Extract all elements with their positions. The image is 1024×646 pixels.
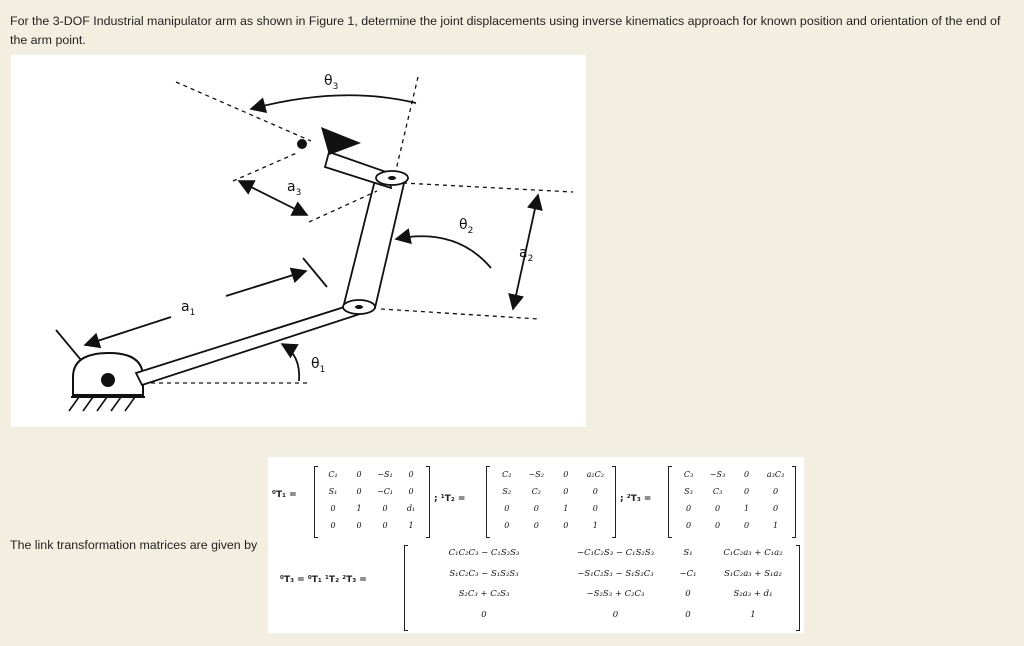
matrix-cell: 0 — [772, 504, 779, 513]
theta2-label: $\theta_2$ — [459, 217, 474, 236]
matrix-cell: S₁ — [683, 548, 693, 558]
matrix-cell: 0 — [330, 521, 336, 530]
matrix-cell: S₂ — [502, 487, 512, 496]
matrix-cell: C₁C₂a₃ + C₁a₂ — [723, 548, 783, 558]
matrix-cell: 0 — [356, 487, 362, 496]
matrix-cell: S₁C₂C₃ − S₁S₂S₃ — [449, 568, 519, 579]
matrix-cell: 1 — [743, 504, 750, 513]
matrix-cell: 1 — [592, 521, 598, 530]
matrix-cell: −S₁ — [377, 470, 393, 479]
matrix-cell: 1 — [563, 504, 569, 513]
matrix-cell: 0 — [772, 487, 779, 496]
t01-label: ⁰T₁ = — [272, 490, 297, 500]
end-effector — [297, 139, 307, 149]
matrix-cell: S₁C₂a₃ + S₁a₂ — [724, 568, 782, 579]
matrix-cell: 0 — [563, 487, 569, 496]
matrix-cell: 1 — [772, 521, 779, 530]
matrix-cell: 1 — [356, 504, 362, 513]
matrix-cell: 0 — [685, 589, 691, 599]
a2-label: $a_2$ — [519, 245, 534, 264]
matrix-cell: 0 — [714, 504, 721, 513]
matrix-cell: 0 — [743, 487, 750, 496]
theta1-label: $\theta_1$ — [311, 356, 326, 375]
ground-hatch — [69, 397, 145, 411]
link-1 — [136, 303, 363, 385]
matrix-cell: a₂C₂ — [586, 470, 604, 479]
matrix-cell: a₃C₃ — [766, 470, 785, 479]
matrix-cell: 0 — [743, 521, 750, 530]
matrix-cell: d₁ — [406, 504, 416, 513]
matrix-cell: 0 — [592, 504, 598, 513]
theta1-arc — [282, 344, 299, 381]
matrix-cell: 0 — [408, 470, 414, 479]
matrix-cell: 0 — [481, 609, 487, 620]
matrix-cell: C₁C₂C₃ − C₁S₂S₃ — [448, 548, 520, 558]
theta2-arc — [396, 236, 491, 268]
matrix-cell: C₁ — [328, 470, 338, 479]
matrix-cell: 0 — [685, 521, 692, 530]
matrix-cell: 0 — [563, 470, 569, 479]
matrix-t03 — [404, 546, 800, 630]
theta3-label: $\theta_3$ — [324, 73, 339, 92]
matrix-cell: −S₃ — [709, 470, 726, 479]
matrix-cell: 0 — [330, 504, 336, 513]
matrix-cell: 0 — [504, 521, 510, 530]
matrix-cell: C₂ — [502, 470, 512, 479]
matrix-cell: 0 — [592, 487, 598, 496]
theta3-arc — [251, 95, 416, 109]
a1-label: $a_1$ — [181, 299, 196, 318]
matrix-cell: 0 — [563, 521, 569, 530]
matrix-cell: S₂a₃ + d₁ — [733, 589, 773, 599]
matrix-cell: −S₂S₃ + C₂C₃ — [586, 589, 645, 599]
matrix-cell: C₃ — [683, 470, 694, 479]
a1-dimension-right — [226, 271, 306, 296]
t23-label: ; ²T₃ = — [620, 494, 652, 504]
base-pivot — [101, 373, 115, 387]
matrix-cell: 0 — [382, 521, 388, 530]
t12-label: ; ¹T₂ = — [434, 494, 466, 504]
matrix-cell: 0 — [714, 521, 721, 530]
matrix-cell: 0 — [382, 504, 388, 513]
matrix-t12 — [486, 467, 616, 537]
matrix-cell: 0 — [743, 470, 750, 479]
matrix-cell: C₃ — [712, 487, 723, 496]
matrix-cell: 0 — [356, 521, 362, 530]
gripper-arrow — [321, 127, 361, 155]
matrix-cell: 0 — [612, 609, 619, 620]
matrix-cell: C₂ — [531, 487, 541, 496]
matrix-cell: 0 — [685, 504, 692, 513]
a1-dimension-left — [85, 317, 171, 345]
matrix-cell: 0 — [533, 521, 539, 530]
matrix-cell: S₂C₃ + C₂S₃ — [458, 589, 510, 599]
matrix-cell: −C₁ — [376, 487, 394, 496]
matrix-t01 — [314, 467, 430, 537]
matrix-cell: S₃ — [684, 487, 693, 496]
matrix-cell: 1 — [750, 609, 756, 620]
matrix-cell: −C₁ — [679, 568, 697, 579]
matrix-cell: S₁ — [328, 487, 338, 496]
transformation-matrices — [268, 457, 804, 633]
matrix-cell: 0 — [685, 609, 691, 620]
matrix-t23 — [668, 467, 796, 537]
question-text: For the 3-DOF Industrial manipulator arm as shown in Figure 1, determine the joint displacements using inverse kinematics approach for known position and orientation of the end of the arm point. — [10, 14, 1001, 47]
link-2 — [344, 176, 405, 308]
a3-label: $a_3$ — [287, 179, 302, 198]
matrix-cell: 0 — [533, 504, 539, 513]
matrix-cell: −S₂ — [528, 470, 544, 479]
matrix-cell: −S₁C₂S₃ − S₁S₂C₃ — [577, 568, 654, 579]
matrix-cell: 0 — [356, 470, 362, 479]
matrix-cell: 0 — [504, 504, 510, 513]
t03-label: ⁰T₃ = ⁰T₁ ¹T₂ ²T₃ = — [280, 575, 367, 585]
matrix-cell: 0 — [408, 487, 414, 496]
manipulator-figure — [11, 55, 586, 427]
manipulator-diagram — [11, 55, 586, 427]
intro-text: The link transformation matrices are given by — [10, 538, 258, 552]
matrix-cell: −C₁C₂S₃ − C₁S₂S₃ — [576, 548, 655, 558]
matrix-cell: 1 — [408, 521, 414, 530]
